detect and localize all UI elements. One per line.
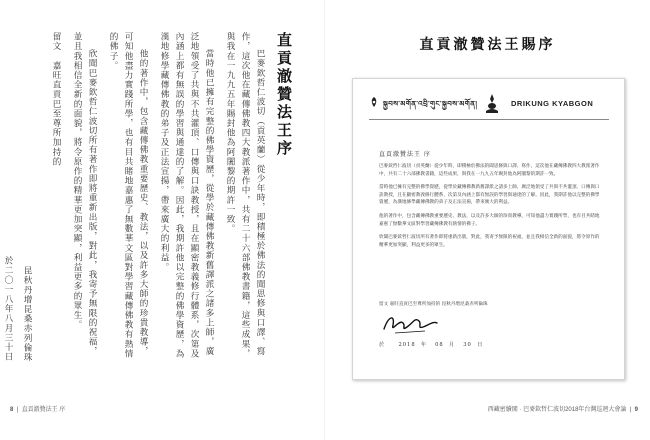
letter-paragraph-1: 巴麥欽哲仁波切（貢英蘭）從少年時，即積極於佛法的聞思修與口譯、寫作，這次他在藏傳佛教四大教派著作中，共有二十六部佛教書籍，這些成果，與我在一九九五年賜封他為阿闍黎的期許一致。 [379, 164, 600, 177]
date-prefix: 於 [379, 342, 386, 348]
preface-paragraph-2: 當時他已擁有完整的佛學資歷，從學於藏傳佛教新舊譯派之諸多上師，廣泛地領受了共與不共灌頂、口傳與口訣教授，且在顯密教義修行體系，次第及內涵上都有無誤的學習與通達的了解。因此，我期許他以完整的佛學資歷，為漢地修學藏傳佛教的弟子及正法宣揚，帶來廣大的利益。 [159, 32, 214, 359]
preface-title: 直貢澈贊法王序 [275, 32, 293, 158]
date-year-unit: 年 [420, 342, 428, 348]
preface-paragraph-4: 欣聞巴麥欽哲仁波切所有著作即將重新出版，對此，我寄予無限的祝福，並且我相信全新的面貌，將令原作的精華更加突顯，利益更多的眾生。 [72, 32, 97, 357]
date-year: 2018 [398, 342, 416, 348]
letter-paragraph-4: 欣聞巴麥欽哲仁波切所有著作即將重新出版，對此，我寄予無限的祝福，並且我相信全新的面貌，將令原作的精華更加突顯，利益更多的眾生。 [379, 235, 600, 248]
letter-date [379, 341, 483, 348]
preface-paragraph-1: 巴麥欽哲仁波切（貢英蘭）從少年時，即積極於佛法的聞思修與口譯、寫作，這次他在藏傳佛教四大教派著作中，共有二十六部佛教書籍，這些成果，與我在一九九五年賜封他為阿闍黎的期許一致。 [225, 32, 265, 359]
date-month-unit: 月 [449, 342, 456, 348]
handwritten-signature [381, 311, 441, 337]
preface-paragraph-3: 他的著作中，包含藏傳佛教重要歷史、教法，以及許多大師的珍貴教導，可知他盡力實踐所學，也有目共睹地嘉惠了無數華文區對學習藏傳佛教有熱情的佛子。 [108, 32, 148, 359]
left-page-number: 8 [10, 407, 14, 413]
letter-scan [352, 78, 625, 380]
right-page [325, 0, 650, 440]
letter-closing: 留文 嘉旺直貢巴至尊所加持的 昆秋丹增昆桑赤列倫珠 [379, 302, 488, 307]
letterhead [369, 93, 609, 119]
right-page-number: 9 [634, 407, 638, 413]
signature-name: 昆秋丹增昆桑赤列倫珠 [22, 266, 32, 362]
letter-paragraph-2: 當時他已擁有完整的佛學資歷，從學於藏傳佛教新舊譯派之諸多上師，廣泛地領受了共與不共灌頂、口傳與口訣教授，且在顯密教義修行體系，次第及內涵上都有無誤的學習與通達的了解。因此，我期許他以完整的佛學資歷，為漢地修學藏傳佛教的弟子及正法宣揚，帶來廣大的利益。 [379, 185, 600, 206]
signature-block [48, 32, 63, 362]
tibetan-ornament-icon [369, 96, 379, 108]
letter-section-title: 直貢澈贊法王賜序 [419, 37, 556, 53]
kyabgon-emblem-icon [481, 93, 503, 115]
letterhead-tibetan: སྐྱབས་མགོན་འབྲི་གུང་སྐྱབས་མགོན། [383, 100, 478, 108]
left-footer: 8 | 直貢澈贊法王 序 [10, 407, 66, 413]
signature-date: 於二〇一八年八月三十日 [3, 256, 13, 362]
signature-prefix: 留文 [51, 32, 61, 52]
letterhead-rule [369, 119, 609, 120]
right-footer-text: 西藏密續閣 · 巴麥欽哲仁波切2018年台灣巡迴大會論 [487, 407, 627, 413]
letter-body [379, 163, 603, 255]
right-footer: 西藏密續閣 · 巴麥欽哲仁波切2018年台灣巡迴大會論 | 9 [487, 407, 638, 413]
letter-title: 直貢澈贊法王 序 [379, 151, 431, 158]
date-day: 30 [463, 342, 472, 348]
signature-line: 嘉旺直貢巴至尊所加持的 [51, 60, 61, 167]
date-month: 08 [435, 342, 444, 348]
letterhead-name: DRIKUNG KYABGON [511, 99, 594, 108]
date-day-unit: 日 [477, 342, 484, 348]
left-footer-title: 直貢澈贊法王 序 [21, 407, 66, 413]
letter-paragraph-3: 他的著作中，包含藏傳佛教重要歷史、教法，以及許多大師的珍貴教導，可知他盡力實踐所學，也有目共睹地嘉惠了無數華文區對學習藏傳佛教有熱情的佛子。 [379, 213, 600, 227]
preface-body [3, 32, 267, 362]
